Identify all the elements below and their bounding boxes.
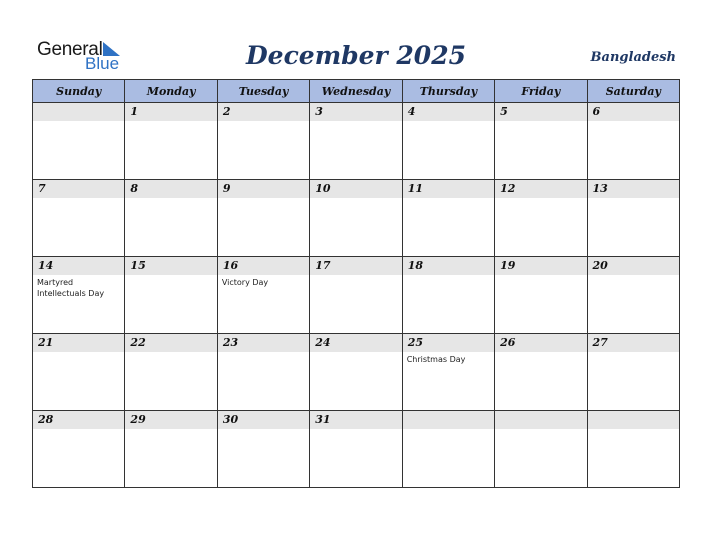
day-cell [217,334,309,411]
day-number: 26 [495,334,586,352]
day-number [403,411,494,429]
day-cell [125,257,217,334]
day-number: 13 [588,180,679,198]
day-cell [33,103,125,180]
day-cell [217,257,309,334]
day-cell [125,334,217,411]
week-row [33,180,680,257]
day-cell [33,334,125,411]
day-number: 14 [33,257,124,275]
weekday-header: Monday [125,80,217,103]
day-cell [310,180,402,257]
day-number: 23 [218,334,309,352]
day-cell [310,411,402,488]
day-cell [125,411,217,488]
day-number [588,411,679,429]
day-cell [495,180,587,257]
day-number [495,411,586,429]
day-number: 21 [33,334,124,352]
calendar-title: December 2025 [245,41,466,70]
day-cell [402,180,494,257]
day-cell [587,257,679,334]
day-number: 9 [218,180,309,198]
day-number: 15 [125,257,216,275]
day-cell [587,411,679,488]
holiday-label: Victory Day [221,278,269,287]
day-number: 3 [310,103,401,121]
day-number: 19 [495,257,586,275]
day-number: 30 [218,411,309,429]
day-number: 6 [588,103,679,121]
day-number: 10 [310,180,401,198]
day-number: 28 [33,411,124,429]
holiday-label: Martyred Intellectuals Day [37,278,105,298]
week-row [33,334,680,411]
day-number: 24 [310,334,401,352]
weekday-header: Friday [495,80,587,103]
logo-text-general: General [37,39,103,60]
day-cell [402,334,494,411]
weekday-header: Saturday [587,80,679,103]
day-number: 18 [403,257,494,275]
weekday-header: Sunday [33,80,125,103]
day-number: 5 [495,103,586,121]
day-cell [217,411,309,488]
day-number: 7 [33,180,124,198]
day-cell [495,103,587,180]
day-number: 2 [218,103,309,121]
day-number: 16 [218,257,309,275]
week-row [33,103,680,180]
day-cell [587,103,679,180]
holiday-label: Christmas Day [406,355,466,364]
day-number: 8 [125,180,216,198]
day-cell [495,411,587,488]
day-cell [33,257,125,334]
day-cell [310,257,402,334]
weekday-header: Thursday [402,80,494,103]
day-number: 20 [588,257,679,275]
day-number: 12 [495,180,586,198]
day-cell [402,411,494,488]
day-number: 4 [403,103,494,121]
day-cell [217,180,309,257]
day-cell [310,334,402,411]
weekday-header-row [33,80,680,103]
day-cell [33,411,125,488]
day-cell [587,334,679,411]
day-number: 17 [310,257,401,275]
weekday-header: Wednesday [310,80,402,103]
day-number: 27 [588,334,679,352]
day-cell [402,257,494,334]
day-number: 25 [403,334,494,352]
day-cell [125,180,217,257]
country-label: Bangladesh [590,50,676,65]
day-cell [495,334,587,411]
logo-text-blue: Blue [85,54,120,73]
day-cell [495,257,587,334]
day-cell [310,103,402,180]
week-row [33,257,680,334]
calendar-grid [32,79,680,488]
day-number: 1 [125,103,216,121]
weekday-header: Tuesday [217,80,309,103]
day-number: 22 [125,334,216,352]
day-number: 31 [310,411,401,429]
day-cell [125,103,217,180]
day-number: 29 [125,411,216,429]
day-cell [587,180,679,257]
day-number: 11 [403,180,494,198]
week-row [33,411,680,488]
day-cell [217,103,309,180]
day-number [33,103,124,121]
day-cell [33,180,125,257]
day-cell [402,103,494,180]
